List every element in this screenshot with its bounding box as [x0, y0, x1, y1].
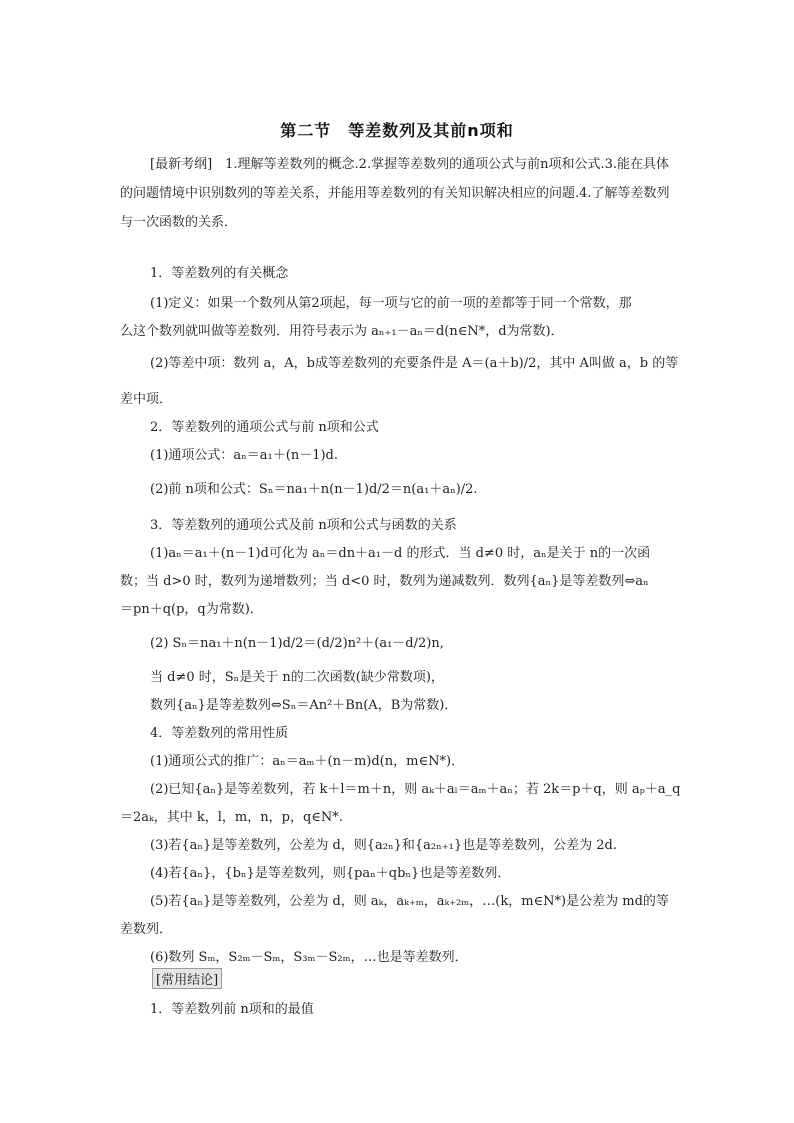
quadratic-note: 当 d≠0 时，Sₙ是关于 n的二次函数(缺少常数项)，: [150, 670, 444, 685]
middle-term-line-2: 差中项．: [120, 392, 173, 407]
function-relation-line-3: ＝pn＋q(p，q为常数)．: [120, 602, 263, 617]
section-heading-3: 3．等差数列的通项公式及前 n项和公式与函数的关系: [150, 518, 457, 533]
definition-line-1: (1)定义：如果一个数列从第2项起，每一项与它的前一项的差都等于同一个常数，那: [150, 296, 632, 311]
sum-formula: (2)前 n项和公式：Sₙ＝na₁＋n(n－1)d/2＝n(a₁＋aₙ)/2.: [150, 482, 478, 497]
property-5-line-1: (5)若{aₙ}是等差数列，公差为 d，则 aₖ，aₖ₊ₘ，aₖ₊₂ₘ，…(k，m∈N*)是公差为 md的等: [150, 894, 669, 909]
quadratic-equivalence: 数列{aₙ}是等差数列⇔Sₙ＝An²＋Bn(A，B为常数)．: [150, 698, 458, 713]
syllabus-outline: [最新考纲] 1.理解等差数列的概念.2.掌握等差数列的通项公式与前n项和公式.3.能在具体的问题情境中识别数列的等差关系，并能用等差数列的有关知识解决相应的问题.4.了解等差数列与一次函数的关系．: [120, 157, 670, 230]
common-conclusions-tag: [常用结论]: [152, 968, 222, 989]
definition-line-2: 么这个数列就叫做等差数列．用符号表示为 aₙ₊₁－aₙ＝d(n∈N*，d为常数)．: [120, 324, 564, 339]
function-relation-line-1: (1)aₙ＝a₁＋(n－1)d可化为 aₙ＝dn＋a₁－d 的形式．当 d≠0 时，aₙ是关于 n的一次函: [150, 546, 651, 561]
property-4: (4)若{aₙ}，{bₙ}是等差数列，则{paₙ＋qbₙ}也是等差数列．: [150, 866, 511, 881]
property-2-line-2: ＝2aₖ，其中 k，l，m，n，p，q∈N*.: [120, 810, 343, 825]
middle-term-line-1: (2)等差中项：数列 a，A，b成等差数列的充要条件是 A＝(a＋b)/2，其中 A叫做 a，b 的等: [150, 356, 679, 371]
property-6: (6)数列 Sₘ，S₂ₘ－Sₘ，S₃ₘ－S₂ₘ，…也是等差数列．: [150, 950, 468, 965]
section-heading-1: 1．等差数列的有关概念: [150, 266, 289, 281]
function-relation-line-2: 数；当 d>0 时，数列为递增数列；当 d<0 时，数列为递减数列．数列{aₙ}是等差数列⇔aₙ: [120, 574, 649, 589]
general-term-formula: (1)通项公式：aₙ＝a₁＋(n－1)d.: [150, 448, 338, 463]
quadratic-sum-formula: (2) Sₙ＝na₁＋n(n－1)d/2＝(d/2)n²＋(a₁－d/2)n,: [150, 636, 444, 651]
property-2-line-1: (2)已知{aₙ}是等差数列，若 k＋l＝m＋n，则 aₖ＋aₗ＝aₘ＋aₙ；若 2k＝p＋q，则 aₚ＋a_q: [150, 782, 681, 797]
property-1: (1)通项公式的推广：aₙ＝aₘ＋(n－m)d(n，m∈N*)．: [150, 754, 465, 769]
property-5-line-2: 差数列．: [120, 922, 173, 937]
property-3: (3)若{aₙ}是等差数列，公差为 d，则{a₂ₙ}和{a₂ₙ₊₁}也是等差数列，公差为 2d.: [150, 838, 617, 853]
section-heading-4: 4．等差数列的常用性质: [150, 726, 289, 741]
page-title: 第二节 等差数列及其前n项和: [280, 121, 514, 140]
section-heading-2: 2．等差数列的通项公式与前 n项和公式: [150, 420, 379, 435]
conclusion-heading-1: 1．等差数列前 n项和的最值: [150, 1002, 314, 1017]
